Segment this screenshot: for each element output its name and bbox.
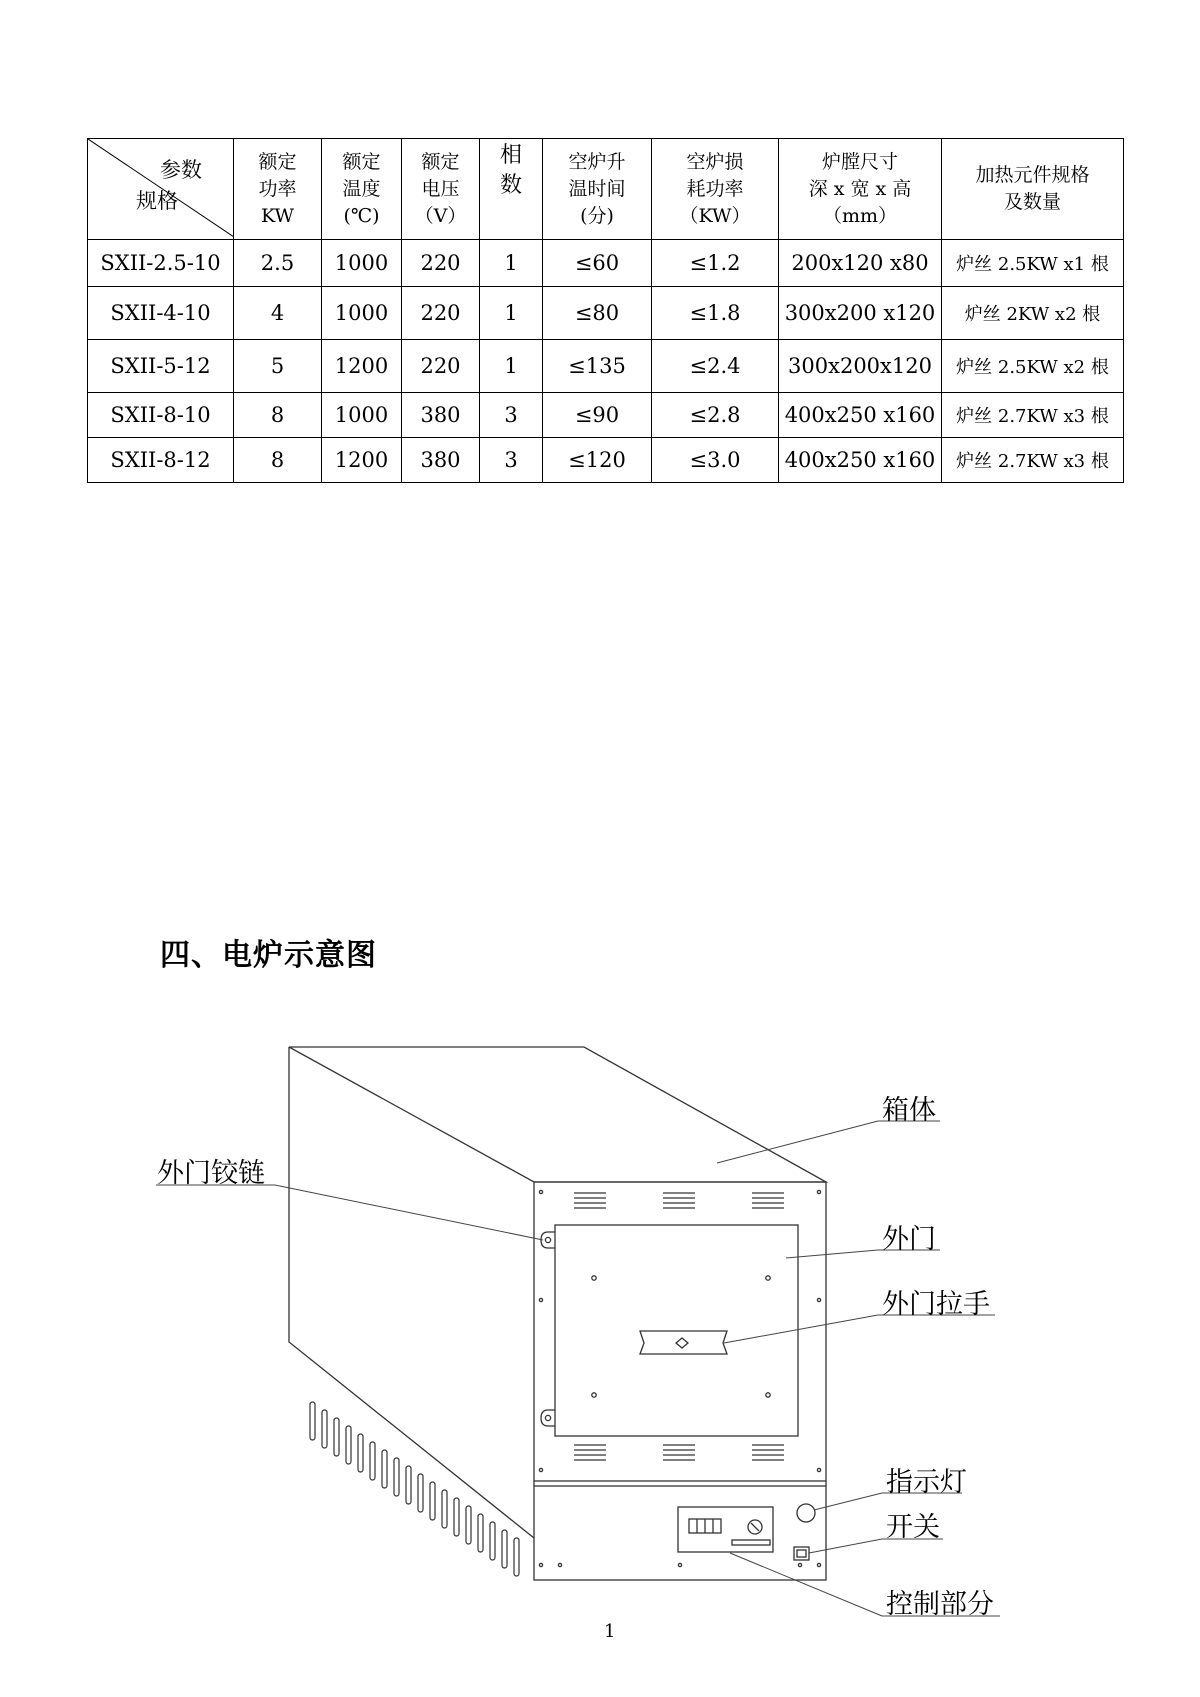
cell-chamber-size: 300x200x120 bbox=[779, 340, 942, 393]
corner-header-param: 参数 bbox=[160, 158, 202, 182]
cell-power: 2.5 bbox=[234, 240, 322, 287]
side-louvres bbox=[310, 1402, 519, 1576]
cell-heatup-time: ≤120 bbox=[543, 438, 652, 483]
cell-model: SXII-2.5-10 bbox=[88, 240, 234, 287]
cell-voltage: 380 bbox=[402, 393, 480, 438]
cell-heating-element: 炉丝 2.5KW x2 根 bbox=[942, 340, 1124, 393]
label-switch: 开关 bbox=[886, 1512, 940, 1543]
lower-hinge bbox=[541, 1410, 555, 1426]
power-switch bbox=[794, 1547, 809, 1560]
cell-model: SXII-8-12 bbox=[88, 438, 234, 483]
indicator-light bbox=[797, 1504, 815, 1522]
cell-heatup-time: ≤135 bbox=[543, 340, 652, 393]
cell-temperature: 1000 bbox=[322, 287, 402, 340]
cell-loss-power: ≤1.2 bbox=[652, 240, 779, 287]
cabinet-top-face bbox=[289, 1047, 826, 1182]
cell-model: SXII-4-10 bbox=[88, 287, 234, 340]
cell-chamber-size: 400x250 x160 bbox=[779, 393, 942, 438]
cell-phase: 3 bbox=[480, 438, 543, 483]
leader-lines bbox=[156, 1121, 1000, 1616]
cell-temperature: 1000 bbox=[322, 240, 402, 287]
upper-hinge bbox=[541, 1232, 555, 1248]
cell-chamber-size: 200x120 x80 bbox=[779, 240, 942, 287]
header-heating-element: 加热元件规格 及数量 bbox=[942, 139, 1124, 240]
header-loss-power: 空炉损 耗功率 （KW） bbox=[652, 139, 779, 240]
label-cabinet: 箱体 bbox=[882, 1095, 936, 1126]
cell-loss-power: ≤2.4 bbox=[652, 340, 779, 393]
header-heatup-time: 空炉升 温时间 (分) bbox=[543, 139, 652, 240]
cell-power: 5 bbox=[234, 340, 322, 393]
cell-heating-element: 炉丝 2KW x2 根 bbox=[942, 287, 1124, 340]
cell-power: 8 bbox=[234, 393, 322, 438]
cabinet-front-lower bbox=[534, 1486, 826, 1580]
label-outer-door-handle: 外门拉手 bbox=[882, 1289, 990, 1320]
page-number: 1 bbox=[604, 1621, 616, 1642]
cell-phase: 1 bbox=[480, 240, 543, 287]
cell-heatup-time: ≤90 bbox=[543, 393, 652, 438]
cell-heating-element: 炉丝 2.7KW x3 根 bbox=[942, 438, 1124, 483]
cell-model: SXII-8-10 bbox=[88, 393, 234, 438]
cell-phase: 1 bbox=[480, 340, 543, 393]
cell-heating-element: 炉丝 2.5KW x1 根 bbox=[942, 240, 1124, 287]
cell-heatup-time: ≤60 bbox=[543, 240, 652, 287]
cell-voltage: 220 bbox=[402, 287, 480, 340]
cell-voltage: 220 bbox=[402, 340, 480, 393]
cell-power: 4 bbox=[234, 287, 322, 340]
label-outer-door-hinge: 外门铰链 bbox=[157, 1158, 265, 1189]
cell-loss-power: ≤3.0 bbox=[652, 438, 779, 483]
label-outer-door: 外门 bbox=[882, 1224, 936, 1255]
header-temperature: 额定 温度 (℃) bbox=[322, 139, 402, 240]
cell-power: 8 bbox=[234, 438, 322, 483]
cell-phase: 1 bbox=[480, 287, 543, 340]
header-power: 额定 功率 KW bbox=[234, 139, 322, 240]
cell-voltage: 220 bbox=[402, 240, 480, 287]
cell-loss-power: ≤2.8 bbox=[652, 393, 779, 438]
cell-model: SXII-5-12 bbox=[88, 340, 234, 393]
cell-chamber-size: 300x200 x120 bbox=[779, 287, 942, 340]
header-voltage: 额定 电压 （V） bbox=[402, 139, 480, 240]
cell-heating-element: 炉丝 2.7KW x3 根 bbox=[942, 393, 1124, 438]
outer-door-handle bbox=[640, 1331, 727, 1354]
cell-temperature: 1200 bbox=[322, 340, 402, 393]
header-chamber-size: 炉膛尺寸 深 x 宽 x 高 （mm） bbox=[779, 139, 942, 240]
vents bbox=[574, 1193, 784, 1460]
label-control-section: 控制部分 bbox=[886, 1589, 994, 1620]
cell-temperature: 1000 bbox=[322, 393, 402, 438]
cell-voltage: 380 bbox=[402, 438, 480, 483]
header-phase: 相 数 bbox=[480, 139, 543, 240]
cell-phase: 3 bbox=[480, 393, 543, 438]
cell-temperature: 1200 bbox=[322, 438, 402, 483]
cell-heatup-time: ≤80 bbox=[543, 287, 652, 340]
cell-loss-power: ≤1.8 bbox=[652, 287, 779, 340]
corner-header-spec: 规格 bbox=[136, 189, 178, 213]
section-title: 四、电炉示意图 bbox=[160, 938, 377, 973]
cell-chamber-size: 400x250 x160 bbox=[779, 438, 942, 483]
cabinet-side-face bbox=[289, 1047, 534, 1538]
label-indicator-light: 指示灯 bbox=[886, 1467, 967, 1498]
